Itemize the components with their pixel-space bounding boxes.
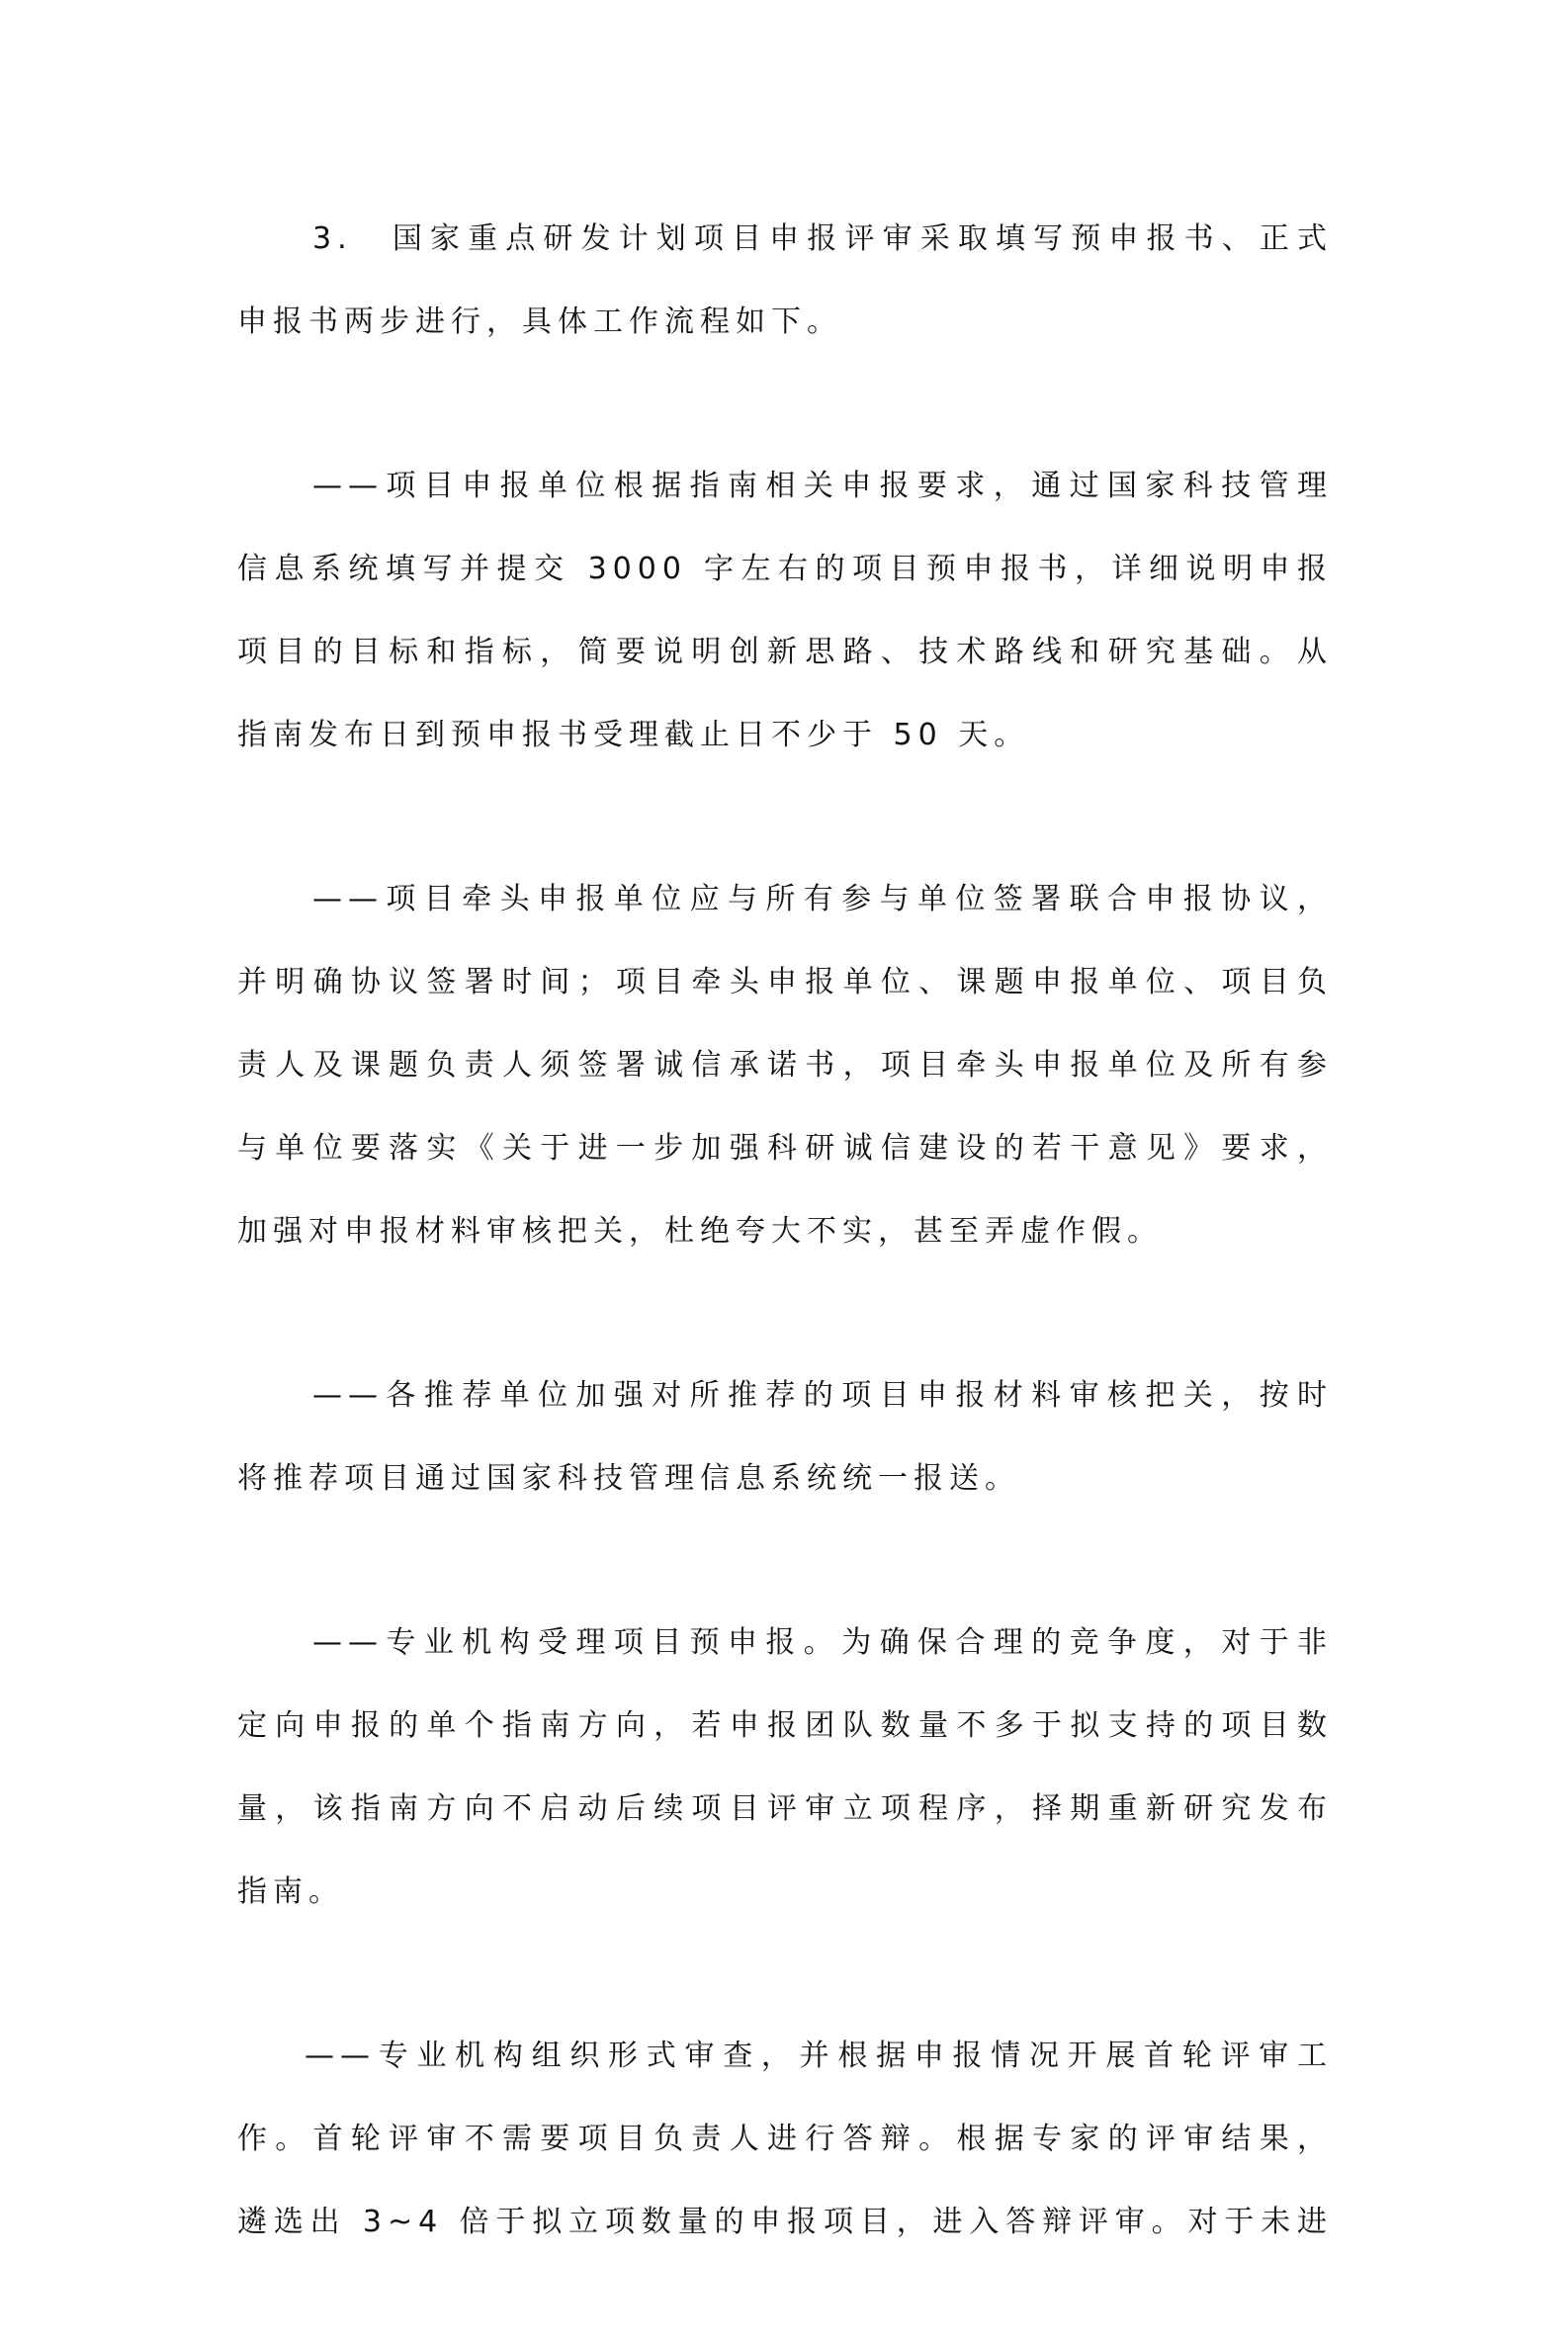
paragraph-2	[237, 445, 1333, 777]
text-line: 量，该指南方向不启动后续项目评审立项程序，择期重新研究发布	[237, 1791, 1333, 1826]
text-line: 作。首轮评审不需要项目负责人进行答辩。根据专家的评审结果，	[237, 2122, 1333, 2156]
text-line: 信息系统填写并提交 3000 字左右的项目预申报书，详细说明申报	[237, 552, 1333, 586]
paragraph-1	[237, 198, 1333, 364]
text-line: 并明确协议签署时间；项目牵头申报单位、课题申报单位、项目负	[237, 965, 1333, 999]
text-line: ——专业机构受理项目预申报。为确保合理的竞争度，对于非	[312, 1625, 1333, 1660]
text-line: 与单位要落实《关于进一步加强科研诚信建设的若干意见》要求，	[237, 1131, 1333, 1166]
text-line: 将推荐项目通过国家科技管理信息系统统一报送。	[237, 1461, 1020, 1496]
text-line: ——项目申报单位根据指南相关申报要求，通过国家科技管理	[312, 469, 1333, 503]
text-line: 指南发布日到预申报书受理截止日不少于 50 天。	[237, 718, 1030, 752]
text-line: 责人及课题负责人须签署诚信承诺书，项目牵头申报单位及所有参	[237, 1048, 1333, 1083]
paragraph-6	[237, 2015, 1333, 2264]
text-line: ——项目牵头申报单位应与所有参与单位签署联合申报协议，	[312, 882, 1333, 916]
paragraph-5	[237, 1602, 1333, 1934]
paragraph-3	[237, 858, 1333, 1273]
text-line: 申报书两步进行，具体工作流程如下。	[237, 304, 842, 339]
document-body	[237, 198, 1333, 2345]
text-line: 3. 国家重点研发计划项目申报评审采取填写预申报书、正式	[312, 221, 1333, 256]
text-line: 遴选出 3~4 倍于拟立项数量的申报项目，进入答辩评审。对于未进	[237, 2205, 1333, 2239]
paragraph-4	[237, 1354, 1333, 1520]
text-line: 定向申报的单个指南方向，若申报团队数量不多于拟支持的项目数	[237, 1708, 1333, 1743]
text-line: ——专业机构组织形式审查，并根据申报情况开展首轮评审工	[305, 2039, 1333, 2073]
text-line: 项目的目标和指标，简要说明创新思路、技术路线和研究基础。从	[237, 635, 1333, 669]
text-line: 加强对申报材料审核把关，杜绝夸大不实，甚至弄虚作假。	[237, 1214, 1163, 1249]
text-line: ——各推荐单位加强对所推荐的项目申报材料审核把关，按时	[312, 1378, 1333, 1413]
text-line: 指南。	[237, 1874, 344, 1909]
